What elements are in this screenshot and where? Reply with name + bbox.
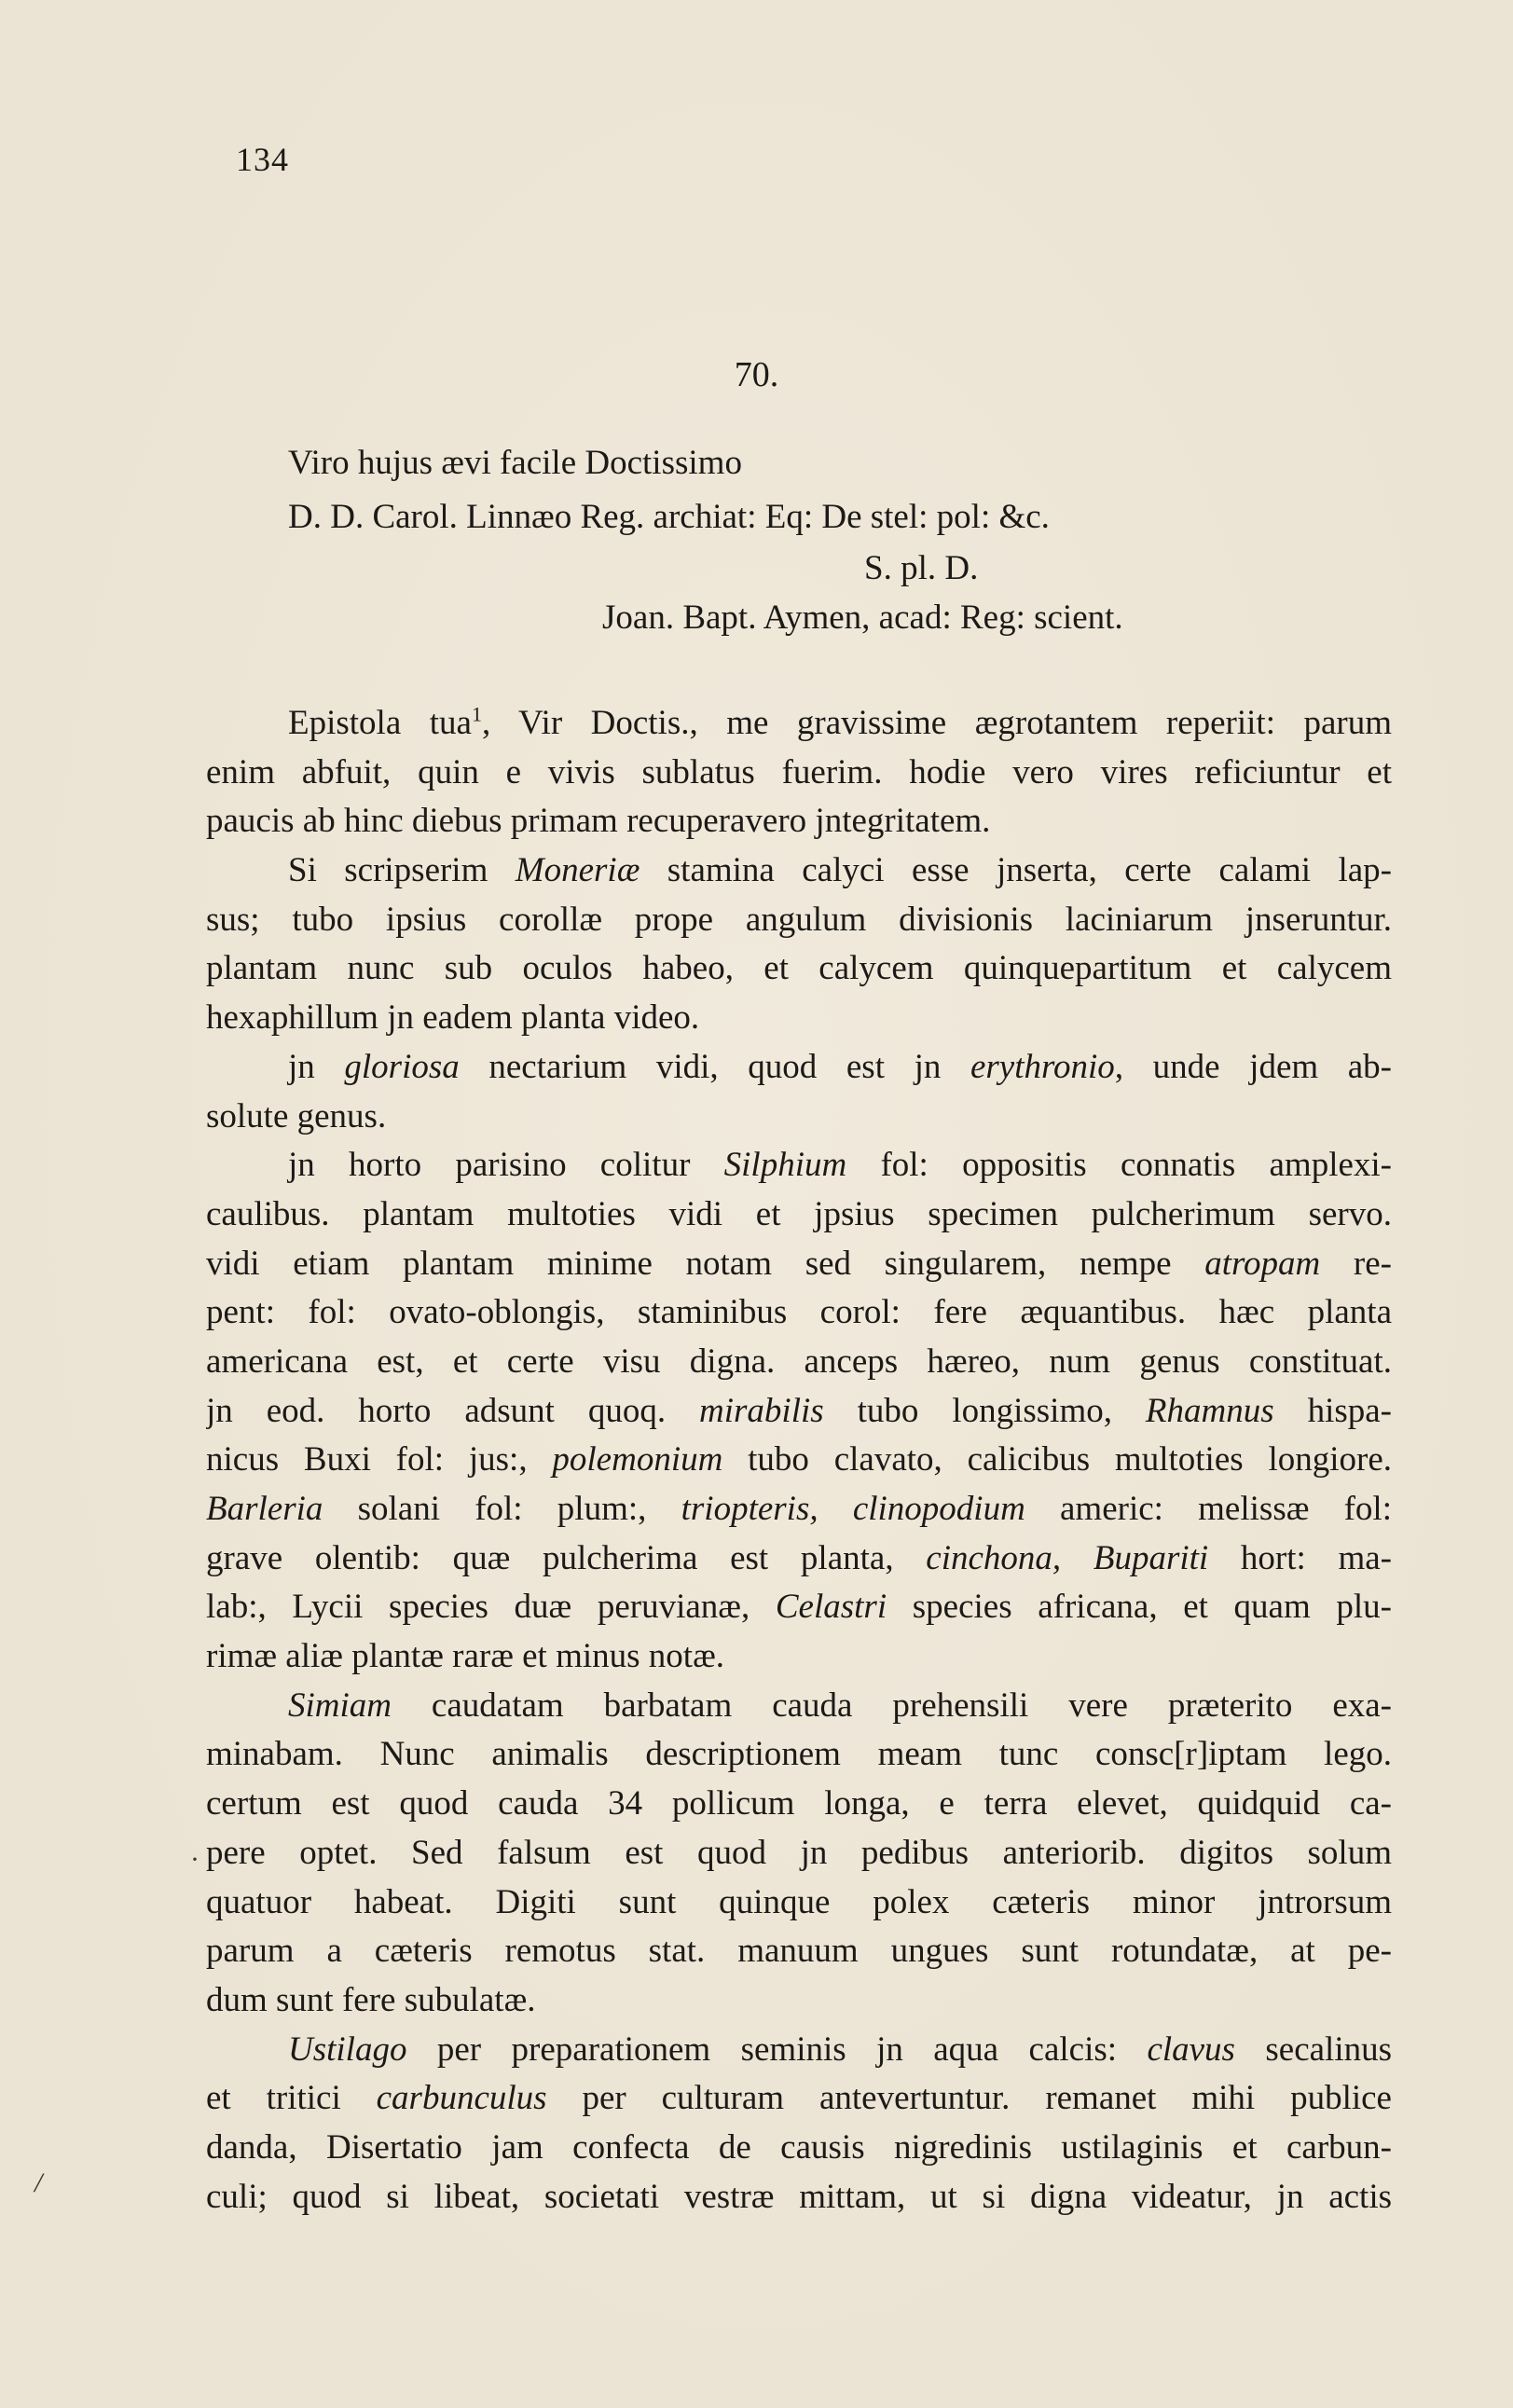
body-line: caulibus. plantam multoties vidi et jpsius specimen pulcherimum servo. (206, 1194, 1392, 1233)
margin-stroke-mark: / (34, 2167, 43, 2198)
body-line: et tritici carbunculus per culturam antevertuntur. remanet mihi publice (206, 2079, 1392, 2118)
body-line: solute genus. (206, 1096, 387, 1135)
letter-number: 70. (734, 355, 779, 394)
body-line: jn horto parisino colitur Silphium fol: oppositis connatis amplexi- (288, 1146, 1392, 1185)
margin-dot-mark: · (190, 1844, 199, 1875)
body-line: certum est quod cauda 34 pollicum longa, e terra elevet, quidquid ca- (206, 1784, 1392, 1823)
body-line: pent: fol: ovato-oblongis, staminibus corol: fere æquantibus. hæc planta (206, 1293, 1392, 1332)
body-line: quatuor habeat. Digiti sunt quinque polex cæteris minor jntrorsum (206, 1882, 1392, 1921)
body-line: Si scripserim Moneriæ stamina calyci esse jnserta, certe calami lap- (288, 851, 1392, 890)
body-line: jn eod. horto adsunt quoq. mirabilis tubo longissimo, Rhamnus hispa- (206, 1391, 1392, 1430)
body-line: vidi etiam plantam minime notam sed singularem, nempe atropam re- (206, 1244, 1392, 1283)
letter-body (206, 699, 1392, 2222)
body-line: sus; tubo ipsius corollæ prope angulum divisionis laciniarum jnseruntur. (206, 900, 1392, 939)
body-line: jn gloriosa nectarium vidi, quod est jn erythronio, unde jdem ab- (288, 1047, 1392, 1086)
body-line: Ustilago per preparationem seminis jn aqua calcis: clavus secalinus (288, 2030, 1392, 2069)
body-line: culi; quod si libeat, societati vestræ mittam, ut si digna videatur, jn actis (206, 2177, 1392, 2216)
address-line-2: D. D. Carol. Linnæo Reg. archiat: Eq: De stel: pol: &c. (288, 498, 1050, 536)
body-line: Epistola tua$^1$, Vir Doctis., me gravissime ægrotantem reperiit: parum (288, 702, 1392, 742)
body-line: lab:, Lycii species duæ peruvianæ, Celastri species africana, et quam plu- (206, 1588, 1392, 1627)
body-line: grave olentib: quæ pulcherima est planta, cinchona, Bupariti hort: ma- (206, 1538, 1392, 1577)
body-line: Simiam caudatam barbatam cauda prehensili vere præterito exa- (288, 1686, 1392, 1725)
body-line: americana est, et certe visu digna. anceps hæreo, num genus constituat. (206, 1342, 1392, 1381)
body-line: parum a cæteris remotus stat. manuum ungues sunt rotundatæ, at pe- (206, 1932, 1392, 1971)
body-line: Barleria solani fol: plum:, triopteris, clinopodium americ: melissæ fol: (206, 1490, 1392, 1528)
page-number: 134 (236, 141, 289, 178)
address-line-4: Joan. Bapt. Aymen, acad: Reg: scient. (602, 599, 1123, 637)
address-line-1: Viro hujus ævi facile Doctissimo (288, 444, 742, 482)
address-line-3: S. pl. D. (864, 549, 979, 587)
body-line: pere optet. Sed falsum est quod jn pedibus anteriorib. digitos solum (206, 1833, 1392, 1872)
body-line: hexaphillum jn eadem planta video. (206, 998, 700, 1038)
body-line: nicus Buxi fol: jus:, polemonium tubo clavato, calicibus multoties longiore. (206, 1440, 1392, 1479)
body-line: minabam. Nunc animalis descriptionem meam tunc consc[r]iptam lego. (206, 1735, 1392, 1774)
body-line: paucis ab hinc diebus primam recuperavero jntegritatem. (206, 802, 991, 841)
body-line: enim abfuit, quin e vivis sublatus fuerim. hodie vero vires reficiuntur et (206, 752, 1392, 791)
body-line: dum sunt fere subulatæ. (206, 1980, 536, 2019)
body-line: plantam nunc sub oculos habeo, et calycem quinquepartitum et calycem (206, 949, 1392, 988)
body-line: danda, Disertatio jam confecta de causis nigredinis ustilaginis et carbun- (206, 2127, 1392, 2167)
body-line: rimæ aliæ plantæ raræ et minus notæ. (206, 1637, 724, 1676)
